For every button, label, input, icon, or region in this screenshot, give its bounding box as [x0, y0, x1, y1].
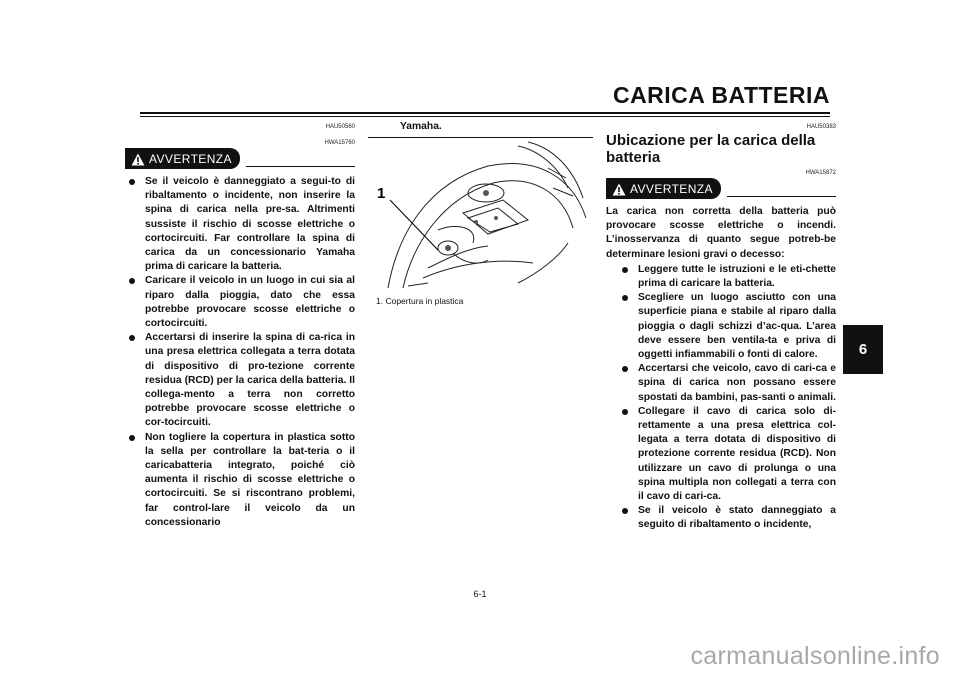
warning-triangle-icon [612, 183, 626, 196]
list-item: Accertarsi di inserire la spina di ca-rica in una presa elettrica collegata a terra dotata di dispositivo di pro-tezione corrente residua (RCD) per la carica della batteria. Il collega-mento a terra non corretto potrebbe provocare scosse elettriche o cor-tocircuiti. [125, 331, 355, 430]
figure-callout-1: 1 [377, 185, 386, 202]
left-column [125, 120, 355, 530]
page-title: CARICA BATTERIA [612, 82, 830, 108]
list-item: Non togliere la copertura in plastica sotto la sella per controllare la bat-teria o il caricabatteria integrato, poiché ciò aumenta il rischio di scosse elettriche o cortocircuiti. Se si riscontrano problemi, far control-lare il veicolo da un concessionario [125, 431, 355, 530]
warning-rule [246, 166, 355, 167]
warning-label: AVVERTENZA [149, 152, 232, 166]
bullet-dot-icon [129, 179, 135, 185]
bullet-dot-icon [622, 508, 628, 514]
warning-code: HWA15760 [324, 140, 355, 146]
warning-bullet-list [125, 175, 355, 530]
plastic-cover-figure [368, 138, 593, 288]
section-code: HAU50560 [325, 124, 355, 130]
bullet-dot-icon [622, 295, 628, 301]
chapter-tab[interactable]: 6 [843, 325, 883, 374]
right-column [606, 120, 836, 533]
warning-code: HWA15872 [805, 170, 836, 176]
bullet-dot-icon [129, 335, 135, 341]
title-rule [140, 112, 830, 114]
warning-header [125, 148, 355, 169]
section-code: HAU50383 [806, 124, 836, 130]
bullet-dot-icon [129, 278, 135, 284]
warning-bullet-list [606, 263, 836, 533]
figure-caption: 1. Copertura in plastica [376, 296, 464, 306]
warning-label: AVVERTENZA [630, 182, 713, 196]
list-item: Leggere tutte le istruzioni e le eti-chette prima di caricare la batteria. [618, 263, 836, 291]
title-rule-thin [140, 116, 830, 117]
list-item: Collegare il cavo di carica solo di-rettamente a una presa elettrica col-legata a terra dotata di dispositivo di protezione corrente residua (RCD). Non utilizzare un cavo di prolunga o una spina multipla non collegati a terra con il cavo di cari-ca. [618, 405, 836, 504]
warning-header [606, 178, 836, 199]
warning-rule [727, 196, 836, 197]
warning-triangle-icon [131, 153, 145, 166]
watermark: carmanualsonline.info [690, 642, 940, 670]
bullet-dot-icon [622, 366, 628, 372]
list-item: Se il veicolo è danneggiato a segui-to di ribaltamento o incidente, non inserire la spina di carica nella pre-sa. Altrimenti sussiste il rischio di scosse elettriche o cortocircuiti. Far controllare la spina di carica da un concessionario Yamaha prima di caricare la batteria. [125, 175, 355, 274]
bullet-dot-icon [622, 267, 628, 273]
middle-column [368, 120, 593, 306]
warning-badge [125, 148, 240, 169]
bullet-dot-icon [129, 435, 135, 441]
list-item: Se il veicolo è stato danneggiato a seguito di ribaltamento o incidente, [618, 504, 836, 532]
section-heading: Ubicazione per la carica della batteria [606, 132, 816, 166]
warning-intro: La carica non corretta della batteria può provocare scosse elettriche o incendi. L’inosservanza di quanto segue potreb-be determinare lesioni gravi o decesso: [606, 206, 836, 260]
bullet-dot-icon [622, 409, 628, 415]
list-item: Caricare il veicolo in un luogo in cui sia al riparo dalla pioggia, dato che essa potrebbe provocare scosse elettriche o cortocircuiti. [125, 274, 355, 331]
warning-badge [606, 178, 721, 199]
page-number: 6-1 [473, 589, 487, 599]
list-item: Scegliere un luogo asciutto con una superficie piana e stabile al riparo dalla pioggia o dagli schizzi d’ac-qua. L’area deve essere ben ventila-ta e priva di oggetti infiammabili o fonti di calore. [618, 291, 836, 362]
continuation-text: Yamaha. [400, 121, 442, 132]
list-item: Accertarsi che veicolo, cavo di cari-ca e spina di carica non possano essere spostati da bambini, pas-santi o animali. [618, 362, 836, 405]
